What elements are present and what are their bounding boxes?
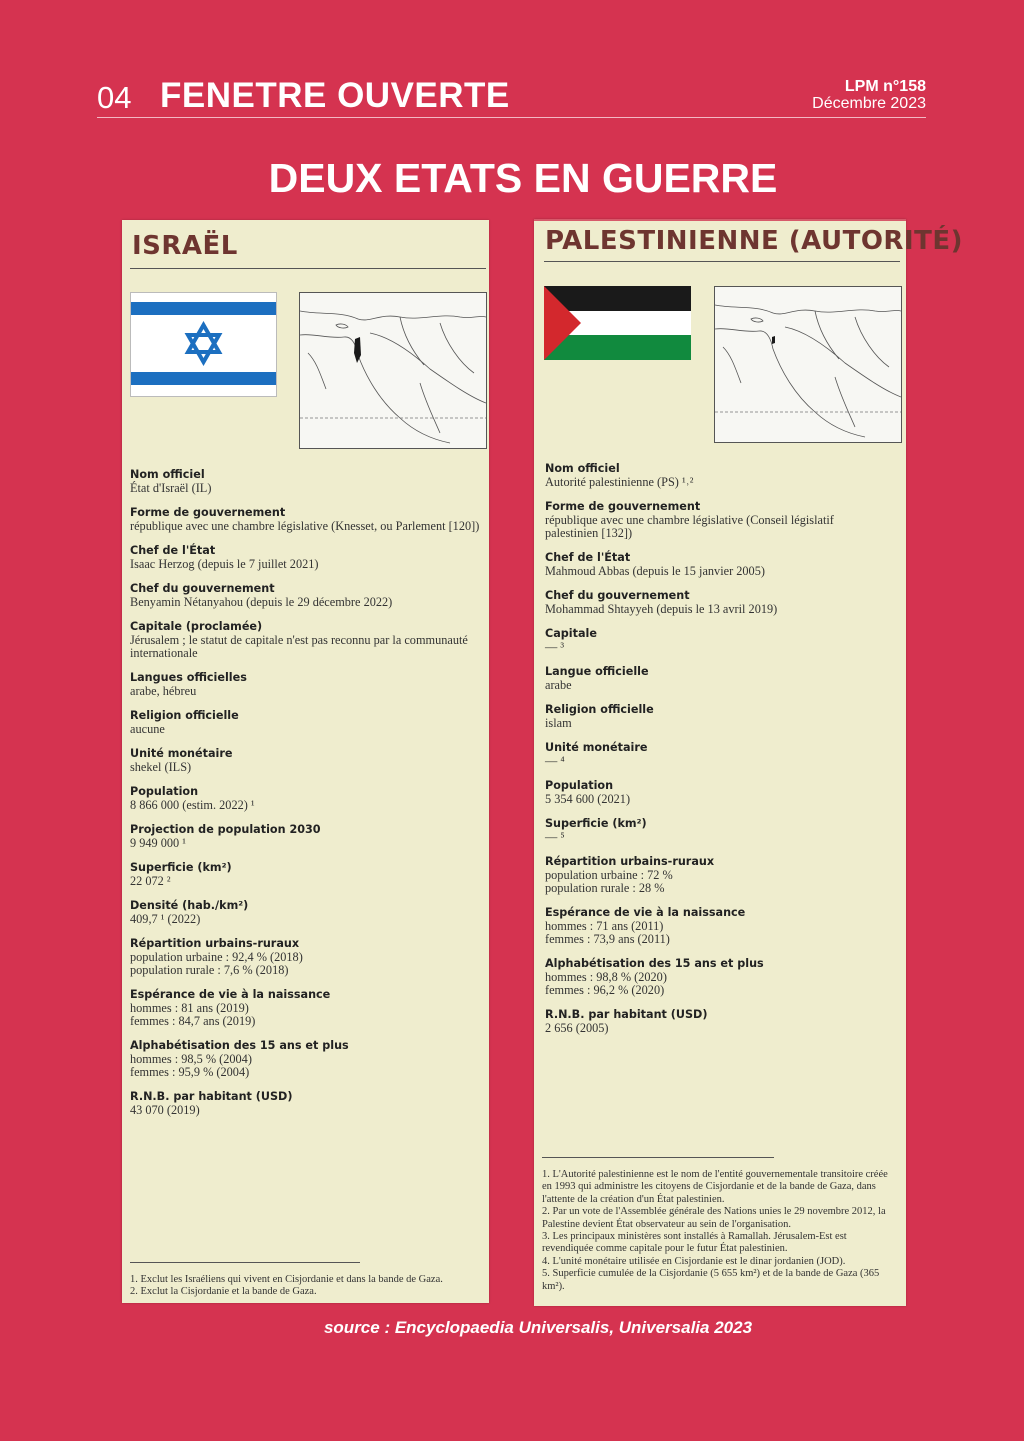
israel-field: Répartition urbains-ruraux population urbaine : 92,4 % (2018) population rurale : 7,6 % (2018) — [130, 937, 303, 977]
israel-field: Superficie (km²) 22 072 ² — [130, 861, 232, 888]
israel-field: Projection de population 2030 9 949 000 ¹ — [130, 823, 321, 850]
palestine-field: Religion officielle islam — [545, 703, 654, 730]
palestine-footnote-rule — [542, 1157, 774, 1158]
palestine-flag — [544, 286, 691, 360]
footnote: 3. Les principaux ministères sont installés à Ramallah. Jérusalem-Est est revendiquée comme capitale pour le futur État palestinien. — [542, 1231, 847, 1255]
israel-field: Religion officielle aucune — [130, 709, 239, 736]
footnote: 2. Exclut la Cisjordanie et la bande de Gaza. — [130, 1286, 317, 1298]
israel-fields — [130, 468, 482, 1128]
palestine-footnotes — [542, 1169, 898, 1293]
footnote: 4. L'unité monétaire utilisée en Cisjordanie est le dinar jordanien (JOD). — [542, 1255, 846, 1267]
palestine-field: Chef du gouvernement Mohammad Shtayyeh (depuis le 13 avril 2019) — [545, 589, 778, 616]
palestine-field: Unité monétaire — ⁴ — [545, 741, 648, 768]
israel-field: Population 8 866 000 (estim. 2022) ¹ — [130, 785, 255, 812]
palestine-field: Langue officielle arabe — [545, 665, 649, 692]
israel-field: Langues officielles arabe, hébreu — [130, 671, 247, 698]
israel-field: Nom officiel État d'Israël (IL) — [130, 468, 212, 495]
israel-heading-rule — [130, 268, 486, 269]
israel-field: Capitale (proclamée) Jérusalem ; le statut de capitale n'est pas reconnu par la communauté internationale — [130, 620, 468, 660]
palestine-field: Nom officiel Autorité palestinienne (PS) ¹˒² — [545, 462, 694, 489]
israel-heading: ISRAËL — [132, 231, 238, 261]
footnote: 1. L'Autorité palestinienne est le nom de l'entité gouvernementale transitoire créée en 1993 qui administre les citoyens de Cisjordanie et de la bande de Gaza, dans l'attente de la création d'un État palestinien. — [542, 1169, 888, 1205]
issue-info — [812, 78, 926, 112]
israel-field: Forme de gouvernement république avec une chambre législative (Knesset, ou Parlement [120]) — [130, 506, 480, 533]
footnote: 2. Par un vote de l'Assemblée générale des Nations unies le 29 novembre 2012, la Palestine devient État observateur au sein de l'organisation. — [542, 1206, 886, 1230]
israel-footnotes — [130, 1274, 482, 1299]
israel-field: Chef de l'État Isaac Herzog (depuis le 7 juillet 2021) — [130, 544, 319, 571]
palestine-field: Répartition urbains-ruraux population urbaine : 72 % population rurale : 28 % — [545, 855, 715, 895]
footnote: 1. Exclut les Israéliens qui vivent en Cisjordanie et dans la bande de Gaza. — [130, 1274, 443, 1285]
palestine-field: Population 5 354 600 (2021) — [545, 779, 631, 806]
palestine-field: Espérance de vie à la naissance hommes : 71 ans (2011) femmes : 73,9 ans (2011) — [545, 906, 746, 946]
palestine-field: Chef de l'État Mahmoud Abbas (depuis le 15 janvier 2005) — [545, 551, 765, 578]
israel-field: Chef du gouvernement Benyamin Nétanyahou (depuis le 29 décembre 2022) — [130, 582, 393, 609]
palestine-fields — [545, 462, 897, 1046]
israel-panel — [122, 220, 489, 1303]
palestine-heading-rule — [544, 261, 900, 262]
israel-field: Espérance de vie à la naissance hommes : 81 ans (2019) femmes : 84,7 ans (2019) — [130, 988, 331, 1028]
israel-field: Alphabétisation des 15 ans et plus hommes : 98,5 % (2004) femmes : 95,9 % (2004) — [130, 1039, 349, 1079]
footnote: 5. Superficie cumulée de la Cisjordanie (5 655 km²) et de la bande de Gaza (365 km²). — [542, 1268, 880, 1292]
page-number: 04 — [97, 80, 132, 115]
israel-field: R.N.B. par habitant (USD) 43 070 (2019) — [130, 1090, 293, 1117]
palestine-field: Superficie (km²) — ⁵ — [545, 817, 647, 844]
israel-field: Densité (hab./km²) 409,7 ¹ (2022) — [130, 899, 249, 926]
section-title: FENETRE OUVERTE — [160, 76, 510, 115]
palestine-panel — [534, 219, 964, 1306]
israel-locator-map — [299, 292, 487, 449]
source-credit: source : Encyclopaedia Universalis, Universalia 2023 — [323, 1318, 753, 1337]
palestine-heading: PALESTINIENNE (AUTORITÉ) — [545, 226, 964, 256]
issue-date: Décembre 2023 — [812, 95, 926, 112]
palestine-locator-map — [714, 286, 902, 443]
page-title: DEUX ETATS EN GUERRE — [268, 155, 778, 201]
israel-flag — [130, 292, 277, 397]
israel-field: Unité monétaire shekel (ILS) — [130, 747, 233, 774]
palestine-field: R.N.B. par habitant (USD) 2 656 (2005) — [545, 1008, 708, 1035]
header-divider — [97, 117, 926, 118]
palestine-field: Alphabétisation des 15 ans et plus hommes : 98,8 % (2020) femmes : 96,2 % (2020) — [545, 957, 764, 997]
palestine-field: Capitale — ³ — [545, 627, 597, 654]
israel-footnote-rule — [130, 1262, 360, 1263]
issue-number: LPM n°158 — [844, 78, 926, 95]
palestine-field: Forme de gouvernement république avec une chambre législative (Conseil législatif palestinien [132]) — [545, 500, 834, 540]
